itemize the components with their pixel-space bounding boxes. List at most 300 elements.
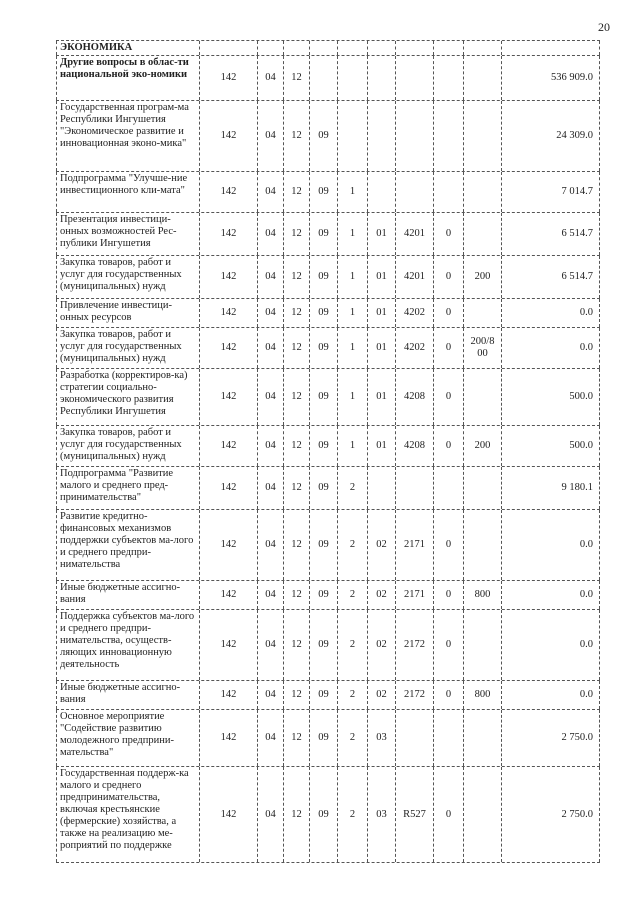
amount-text: 7 014.7 (561, 186, 593, 197)
ministry-code-text: 142 (220, 808, 237, 820)
amount (502, 510, 600, 580)
direction-code (396, 369, 434, 425)
amount-text: 0.0 (579, 639, 593, 650)
section-code (258, 41, 284, 55)
table-row (56, 101, 600, 172)
target-code (434, 299, 464, 327)
subprogram-code-text: 2 (349, 539, 356, 550)
row-name (56, 172, 200, 212)
table-row (56, 467, 600, 510)
subprogram-code (338, 172, 368, 212)
amount (502, 610, 600, 680)
activity-code-text: 01 (376, 228, 387, 239)
expense-type-code (464, 681, 502, 709)
activity-code (368, 256, 396, 298)
table-row (56, 172, 600, 213)
amount-text: 2 750.0 (561, 732, 593, 743)
target-code (434, 369, 464, 425)
program-code (310, 299, 338, 327)
section-code-text: 04 (265, 271, 276, 282)
direction-code-text: 4201 (404, 228, 425, 239)
expense-type-code-text: 200 (474, 440, 491, 451)
ministry-code-text: 142 (220, 186, 237, 197)
row-name (56, 610, 200, 680)
section-code (258, 213, 284, 255)
subsection-code-text: 12 (291, 732, 302, 743)
subsection-code (284, 299, 310, 327)
table-row (56, 299, 600, 328)
activity-code (368, 299, 396, 327)
program-code-text: 09 (318, 391, 329, 402)
expense-type-code (464, 213, 502, 255)
ministry-code-text: 142 (220, 130, 237, 141)
section-code-text: 04 (265, 307, 276, 318)
program-code-text: 09 (318, 228, 329, 239)
subprogram-code (338, 610, 368, 680)
subprogram-code-text: 2 (349, 689, 356, 700)
ministry-code-text: 142 (220, 732, 237, 743)
expense-type-code (464, 256, 502, 298)
subprogram-code-text: 1 (349, 186, 356, 197)
target-code-text: 0 (445, 342, 452, 353)
target-code (434, 610, 464, 680)
ministry-code-text: 142 (220, 539, 237, 550)
subprogram-code-text: 2 (349, 589, 356, 600)
row-name (56, 56, 200, 100)
amount-text: 2 750.0 (561, 808, 593, 820)
direction-code-text: 4202 (404, 342, 425, 353)
direction-code-text: 4208 (404, 391, 425, 402)
program-code (310, 510, 338, 580)
program-code-text: 09 (318, 639, 329, 650)
ministry-code-text: 142 (220, 342, 237, 353)
table-row (56, 710, 600, 767)
subsection-code-text: 12 (291, 391, 302, 402)
program-code-text: 09 (318, 440, 329, 451)
subprogram-code-text: 2 (349, 482, 356, 493)
subsection-code-text: 12 (291, 342, 302, 353)
subprogram-code-text: 2 (349, 639, 356, 650)
subsection-code-text: 12 (291, 228, 302, 239)
amount-text: 500.0 (569, 440, 593, 451)
ministry-code (200, 710, 258, 766)
ministry-code (200, 681, 258, 709)
activity-code (368, 172, 396, 212)
subprogram-code (338, 767, 368, 862)
expense-type-code (464, 581, 502, 609)
subsection-code (284, 369, 310, 425)
direction-code-text: 2171 (404, 589, 425, 600)
section-code-text: 04 (265, 391, 276, 402)
amount (502, 172, 600, 212)
program-code (310, 767, 338, 862)
row-name-text: Иные бюджетные ассигно-вания (60, 582, 181, 605)
program-code-text: 09 (318, 808, 329, 820)
ministry-code (200, 101, 258, 171)
section-code-text: 04 (265, 440, 276, 451)
row-name-text: Развитие кредитно-финансовых механизмов поддержки субъектов ма-лого и среднего предпри-нимательства (60, 511, 194, 570)
table-row (56, 426, 600, 467)
expense-type-code (464, 41, 502, 55)
section-code (258, 610, 284, 680)
page-number: 20 (598, 20, 610, 34)
subprogram-code (338, 710, 368, 766)
target-code-text: 0 (445, 808, 452, 820)
ministry-code-text: 142 (220, 72, 237, 83)
activity-code (368, 710, 396, 766)
direction-code (396, 510, 434, 580)
row-name-text: Основное мероприятие "Содействие развитию молодежного предприни-мательства" (60, 711, 174, 758)
amount-text: 6 514.7 (561, 228, 593, 239)
row-name (56, 510, 200, 580)
subsection-code (284, 256, 310, 298)
direction-code (396, 299, 434, 327)
direction-code-text: 2171 (404, 539, 425, 550)
expense-type-code (464, 101, 502, 171)
program-code (310, 172, 338, 212)
ministry-code (200, 369, 258, 425)
subprogram-code-text: 1 (349, 440, 356, 451)
activity-code-text: 01 (376, 342, 387, 353)
subprogram-code (338, 213, 368, 255)
ministry-code (200, 256, 258, 298)
section-code-text: 04 (265, 808, 276, 820)
subsection-code-text: 12 (291, 271, 302, 282)
subprogram-code-text: 1 (349, 271, 356, 282)
ministry-code (200, 510, 258, 580)
target-code (434, 581, 464, 609)
expense-type-code (464, 328, 502, 368)
direction-code-text: R527 (403, 808, 426, 820)
subsection-code-text: 12 (291, 482, 302, 493)
amount (502, 467, 600, 509)
subprogram-code (338, 426, 368, 466)
expense-type-code (464, 467, 502, 509)
subsection-code (284, 426, 310, 466)
activity-code-text: 01 (376, 307, 387, 318)
program-code (310, 710, 338, 766)
amount (502, 41, 600, 55)
row-name-text: Закупка товаров, работ и услуг для государственных (муниципальных) нужд (60, 257, 182, 292)
section-code (258, 510, 284, 580)
ministry-code-text: 142 (220, 228, 237, 239)
subprogram-code-text: 1 (349, 342, 356, 353)
expense-type-code (464, 510, 502, 580)
section-code (258, 710, 284, 766)
table-row (56, 328, 600, 369)
subprogram-code (338, 41, 368, 55)
direction-code (396, 213, 434, 255)
direction-code (396, 56, 434, 100)
activity-code (368, 56, 396, 100)
amount (502, 328, 600, 368)
direction-code (396, 767, 434, 862)
ministry-code (200, 41, 258, 55)
amount-text: 9 180.1 (561, 482, 593, 493)
amount-text: 24 309.0 (556, 130, 593, 141)
subsection-code-text: 12 (291, 689, 302, 700)
activity-code (368, 101, 396, 171)
row-name (56, 213, 200, 255)
subsection-code-text: 12 (291, 186, 302, 197)
row-name (56, 426, 200, 466)
direction-code (396, 101, 434, 171)
ministry-code (200, 172, 258, 212)
subsection-code (284, 581, 310, 609)
target-code-text: 0 (445, 228, 452, 239)
expense-type-code (464, 610, 502, 680)
section-code (258, 581, 284, 609)
program-code (310, 328, 338, 368)
program-code (310, 213, 338, 255)
subprogram-code-text: 1 (349, 228, 356, 239)
activity-code (368, 213, 396, 255)
subsection-code (284, 213, 310, 255)
ministry-code (200, 610, 258, 680)
row-name-text: Иные бюджетные ассигно-вания (60, 682, 181, 705)
activity-code (368, 681, 396, 709)
subsection-code-text: 12 (291, 808, 302, 820)
direction-code (396, 41, 434, 55)
activity-code (368, 610, 396, 680)
row-name-text: Привлечение инвестици-онных ресурсов (60, 300, 173, 323)
program-code (310, 681, 338, 709)
program-code-text: 09 (318, 482, 329, 493)
amount (502, 213, 600, 255)
direction-code (396, 172, 434, 212)
expense-type-code (464, 299, 502, 327)
section-code-text: 04 (265, 186, 276, 197)
subprogram-code-text: 2 (349, 732, 356, 743)
section-code-text: 04 (265, 482, 276, 493)
subsection-code (284, 681, 310, 709)
row-name-text: Закупка товаров, работ и услуг для государственных (муниципальных) нужд (60, 329, 182, 364)
ministry-code (200, 426, 258, 466)
row-name-text: Подпрограмма "Улучше-ние инвестиционного кли-мата" (60, 173, 188, 196)
target-code (434, 101, 464, 171)
subprogram-code (338, 369, 368, 425)
row-name (56, 681, 200, 709)
activity-code-text: 01 (376, 440, 387, 451)
table-row (56, 581, 600, 610)
expense-type-code (464, 767, 502, 862)
target-code (434, 710, 464, 766)
direction-code (396, 581, 434, 609)
program-code (310, 610, 338, 680)
subsection-code-text: 12 (291, 539, 302, 550)
section-code-text: 04 (265, 342, 276, 353)
row-name (56, 581, 200, 609)
section-code (258, 426, 284, 466)
target-code (434, 681, 464, 709)
ministry-code (200, 56, 258, 100)
direction-code-text: 2172 (404, 639, 425, 650)
program-code-text: 09 (318, 342, 329, 353)
expense-type-code-text: 200/8 00 (470, 336, 495, 359)
activity-code (368, 369, 396, 425)
ministry-code-text: 142 (220, 482, 237, 493)
activity-code-text: 01 (376, 391, 387, 402)
activity-code-text: 02 (376, 539, 387, 550)
direction-code (396, 328, 434, 368)
program-code-text: 09 (318, 539, 329, 550)
target-code (434, 172, 464, 212)
section-code-text: 04 (265, 228, 276, 239)
section-code (258, 681, 284, 709)
table-row (56, 510, 600, 581)
program-code-text: 09 (318, 732, 329, 743)
subsection-code-text: 12 (291, 589, 302, 600)
subsection-code (284, 101, 310, 171)
subprogram-code (338, 510, 368, 580)
subprogram-code (338, 467, 368, 509)
ministry-code (200, 581, 258, 609)
activity-code (368, 41, 396, 55)
amount-text: 500.0 (569, 391, 593, 402)
row-name (56, 41, 200, 55)
direction-code (396, 467, 434, 509)
target-code (434, 510, 464, 580)
program-code-text: 09 (318, 689, 329, 700)
subprogram-code (338, 101, 368, 171)
ministry-code-text: 142 (220, 271, 237, 282)
target-code-text: 0 (445, 271, 452, 282)
subsection-code (284, 172, 310, 212)
target-code (434, 767, 464, 862)
target-code-text: 0 (445, 689, 452, 700)
program-code (310, 56, 338, 100)
direction-code-text: 4201 (404, 271, 425, 282)
program-code (310, 41, 338, 55)
expense-type-code-text: 800 (474, 589, 491, 600)
target-code-text: 0 (445, 307, 452, 318)
row-name-text: Другие вопросы в облас-ти национальной эко-номики (60, 57, 189, 80)
program-code-text: 09 (318, 271, 329, 282)
row-name (56, 328, 200, 368)
amount (502, 256, 600, 298)
section-code (258, 56, 284, 100)
target-code-text: 0 (445, 589, 452, 600)
program-code (310, 581, 338, 609)
activity-code-text: 03 (376, 732, 387, 743)
amount (502, 681, 600, 709)
subprogram-code-text: 2 (349, 808, 356, 820)
amount-text: 0.0 (579, 539, 593, 550)
subsection-code-text: 12 (291, 440, 302, 451)
subprogram-code (338, 56, 368, 100)
ministry-code (200, 328, 258, 368)
section-code-text: 04 (265, 732, 276, 743)
amount (502, 101, 600, 171)
subsection-code-text: 12 (291, 72, 302, 83)
subprogram-code (338, 299, 368, 327)
amount (502, 426, 600, 466)
section-code (258, 328, 284, 368)
direction-code (396, 426, 434, 466)
subsection-code (284, 710, 310, 766)
row-name-text: Поддержка субъектов ма-лого и среднего предпри-нимательства, осуществ-ляющих инновационную деятельность (60, 611, 195, 670)
activity-code (368, 581, 396, 609)
target-code-text: 0 (445, 440, 452, 451)
subsection-code-text: 12 (291, 639, 302, 650)
amount (502, 56, 600, 100)
subsection-code (284, 328, 310, 368)
ministry-code-text: 142 (220, 639, 237, 650)
amount (502, 299, 600, 327)
row-name (56, 467, 200, 509)
target-code (434, 56, 464, 100)
direction-code-text: 4202 (404, 307, 425, 318)
target-code-text: 0 (445, 639, 452, 650)
row-name (56, 256, 200, 298)
row-name (56, 299, 200, 327)
section-code-text: 04 (265, 539, 276, 550)
row-name-text: Подпрограмма "Развитие малого и среднего пред-принимательства" (60, 468, 174, 503)
row-name-text: ЭКОНОМИКА (60, 42, 133, 53)
target-code (434, 41, 464, 55)
subsection-code-text: 12 (291, 307, 302, 318)
subsection-code (284, 41, 310, 55)
ministry-code-text: 142 (220, 689, 237, 700)
direction-code (396, 710, 434, 766)
program-code-text: 09 (318, 186, 329, 197)
amount-text: 0.0 (579, 342, 593, 353)
ministry-code (200, 299, 258, 327)
section-code (258, 467, 284, 509)
subsection-code (284, 56, 310, 100)
target-code (434, 256, 464, 298)
ministry-code-text: 142 (220, 440, 237, 451)
activity-code-text: 01 (376, 271, 387, 282)
target-code (434, 328, 464, 368)
ministry-code-text: 142 (220, 307, 237, 318)
section-code-text: 04 (265, 72, 276, 83)
program-code-text: 09 (318, 589, 329, 600)
row-name (56, 767, 200, 862)
section-code (258, 101, 284, 171)
section-code-text: 04 (265, 589, 276, 600)
amount-text: 536 909.0 (551, 72, 593, 83)
amount-text: 6 514.7 (561, 271, 593, 282)
amount (502, 581, 600, 609)
section-code (258, 172, 284, 212)
table-row (56, 213, 600, 256)
activity-code-text: 02 (376, 689, 387, 700)
target-code-text: 0 (445, 539, 452, 550)
row-name (56, 369, 200, 425)
table-row (56, 56, 600, 101)
program-code (310, 467, 338, 509)
activity-code (368, 467, 396, 509)
expense-type-code (464, 369, 502, 425)
amount (502, 767, 600, 862)
program-code (310, 101, 338, 171)
table-row (56, 767, 600, 863)
row-name (56, 101, 200, 171)
target-code-text: 0 (445, 391, 452, 402)
subprogram-code (338, 581, 368, 609)
direction-code (396, 610, 434, 680)
expense-type-code (464, 710, 502, 766)
activity-code (368, 510, 396, 580)
table-row (56, 256, 600, 299)
expense-type-code (464, 426, 502, 466)
section-code (258, 299, 284, 327)
amount (502, 369, 600, 425)
expense-type-code-text: 200 (474, 271, 491, 282)
subsection-code (284, 510, 310, 580)
program-code-text: 09 (318, 130, 329, 141)
